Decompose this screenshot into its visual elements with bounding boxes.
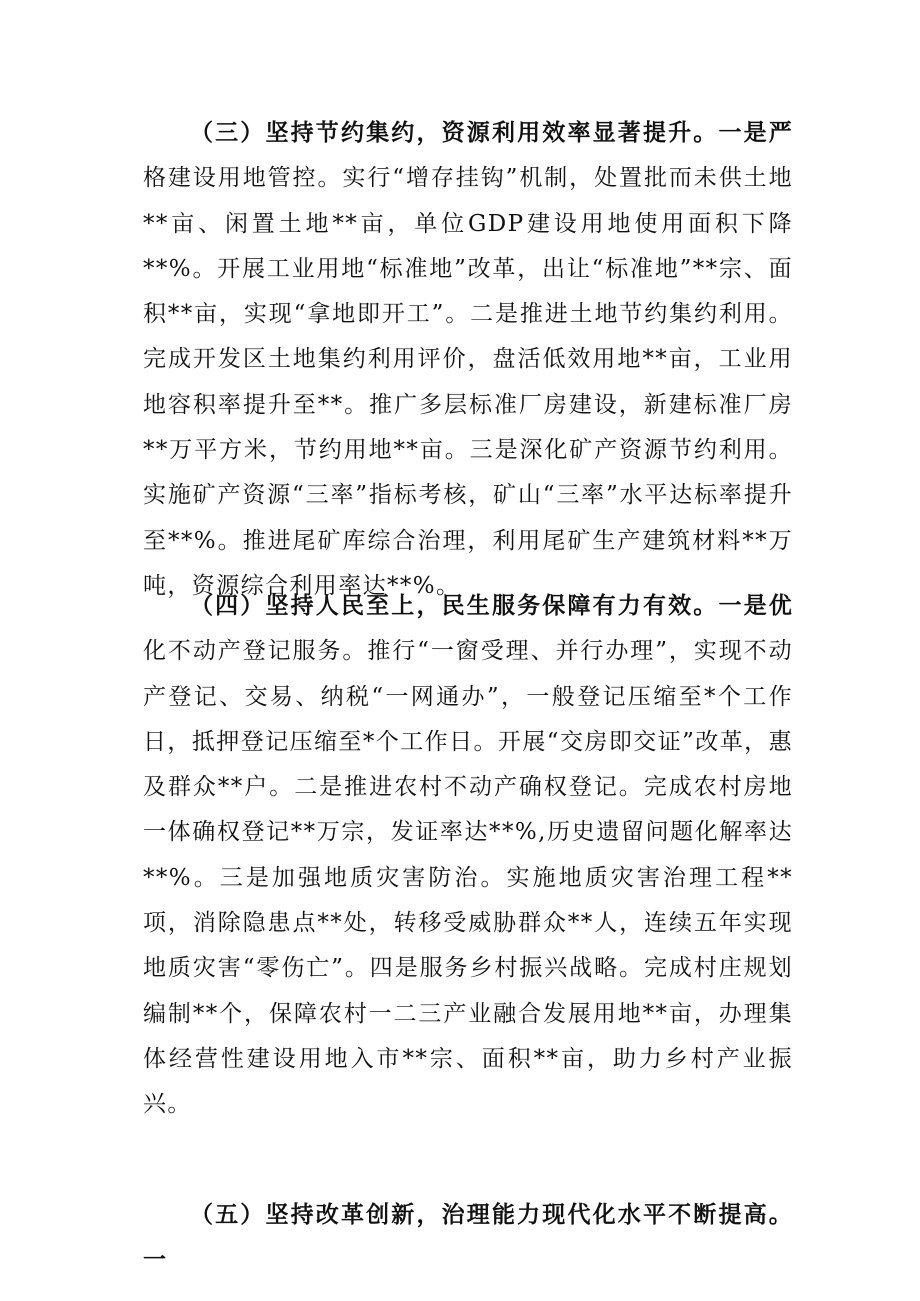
paragraph-section-3 bbox=[143, 111, 793, 609]
paragraph-section-4 bbox=[143, 584, 793, 1128]
section-5-heading: （五）坚持改革创新，治理能力现代化水平不断提高。一 bbox=[143, 1202, 793, 1274]
section-4-body: 化不动产登记服务。推行“一窗受理、并行办理”，实现不动产登记、交易、纳税“一网通办”，一般登记压缩至*个工作日，抵押登记压缩至*个工作日。开展“交房即交证”改革，惠及群众**户。二是推进农村不动产确权登记。完成农村房地一体确权登记**万宗，发证率达**%,历史遗留问题化解率达**%。三是加强地质灾害防治。实施地质灾害治理工程**项，消除隐患点**处，转移受威胁群众**人，连续五年实现地质灾害“零伤亡”。四是服务乡村振兴战略。完成村庄规划编制**个，保障农村一二三产业融合发展用地**亩，办理集体经营性建设用地入市**宗、面积**亩，助力乡村产业振兴。 bbox=[143, 638, 793, 1118]
section-4-heading: （四）坚持人民至上，民生服务保障有力有效。一是优 bbox=[189, 593, 793, 619]
section-3-body: 格建设用地管控。实行“增存挂钩”机制，处置批而未供土地**亩、闲置土地**亩，单位GDP建设用地使用面积下降**%。开展工业用地“标准地”改革，出让“标准地”**宗、面积**亩，实现“拿地即开工”。二是推进土地节约集约利用。完成开发区土地集约利用评价，盘活低效用地**亩，工业用地容积率提升至**。推广多层标准厂房建设，新建标准厂房**万平方米，节约用地**亩。三是深化矿产资源节约利用。实施矿产资源“三率”指标考核，矿山“三率”水平达标率提升至**%。推进尾矿库综合治理，利用尾矿生产建筑材料**万吨，资源综合利用率达**%。 bbox=[143, 165, 793, 599]
section-3-heading: （三）坚持节约集约，资源利用效率显著提升。一是严 bbox=[189, 120, 793, 146]
paragraph-section-5 bbox=[143, 1193, 793, 1284]
